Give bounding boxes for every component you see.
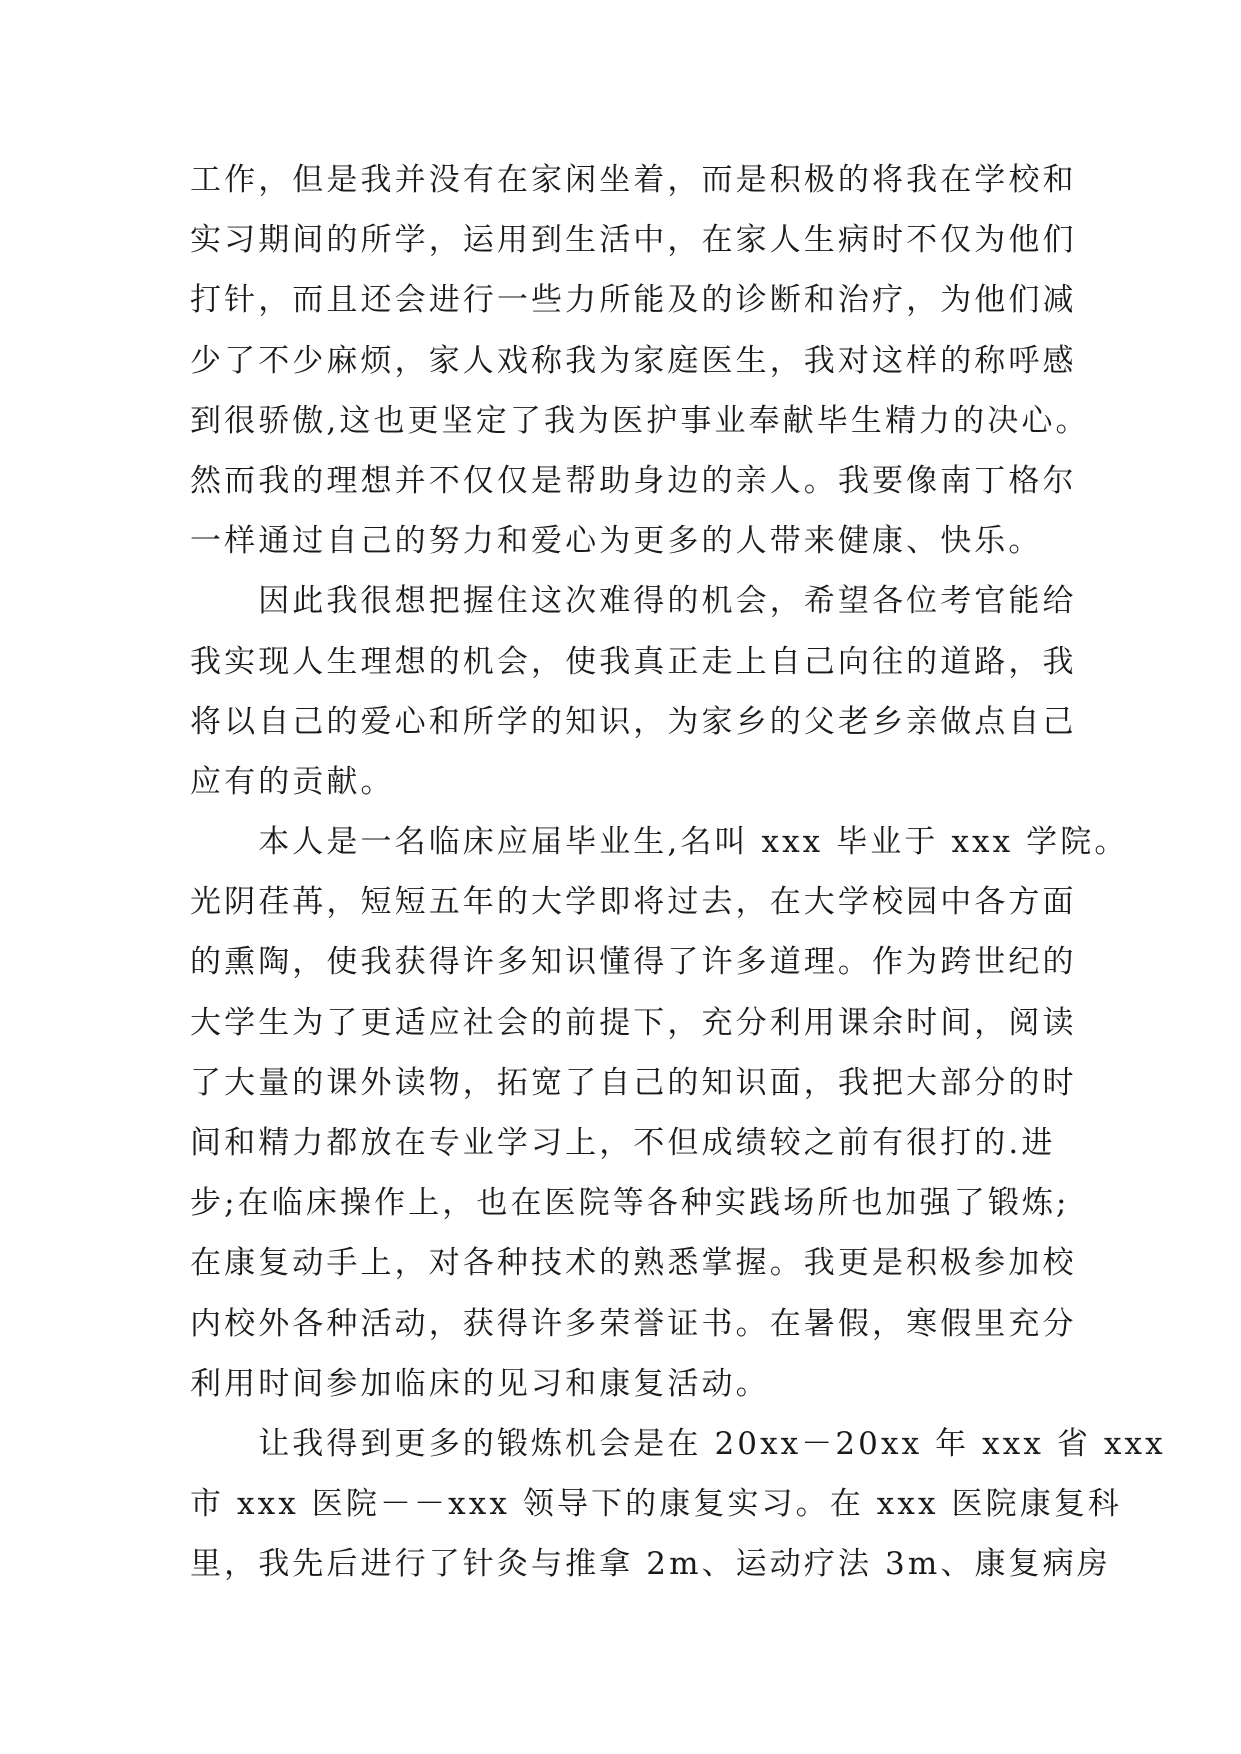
- text-line: 光阴荏苒，短短五年的大学即将过去，在大学校园中各方面: [190, 884, 1077, 921]
- text-line: 应有的贡献。: [190, 763, 395, 800]
- text-line: 到很骄傲,这也更坚定了我为医护事业奉献毕生精力的决心。: [190, 402, 1090, 439]
- text-line: 的熏陶，使我获得许多知识懂得了许多道理。作为跨世纪的: [190, 944, 1077, 981]
- text-line: 本人是一名临床应届毕业生,名叫 xxx 毕业于 xxx 学院。: [190, 824, 1129, 861]
- text-line: 实习期间的所学，运用到生活中，在家人生病时不仅为他们: [190, 222, 1077, 259]
- text-line: 因此我很想把握住这次难得的机会，希望各位考官能给: [190, 583, 1077, 620]
- text-line: 少了不少麻烦，家人戏称我为家庭医生，我对这样的称呼感: [190, 342, 1077, 379]
- text-line: 然而我的理想并不仅仅是帮助身边的亲人。我要像南丁格尔: [190, 462, 1077, 499]
- text-line: 让我得到更多的锻炼机会是在 20xx－20xx 年 xxx 省 xxx: [190, 1425, 1166, 1462]
- text-line: 我实现人生理想的机会，使我真正走上自己向往的道路，我: [190, 643, 1077, 680]
- text-line: 利用时间参加临床的见习和康复活动。: [190, 1365, 770, 1402]
- text-line: 内校外各种活动，获得许多荣誉证书。在暑假，寒假里充分: [190, 1305, 1077, 1342]
- text-line: 在康复动手上，对各种技术的熟悉掌握。我更是积极参加校: [190, 1245, 1077, 1282]
- text-line: 打针，而且还会进行一些力所能及的诊断和治疗，为他们减: [190, 282, 1077, 319]
- text-line: 步;在临床操作上，也在医院等各种实践场所也加强了锻炼;: [190, 1185, 1070, 1222]
- text-line: 里，我先后进行了针灸与推拿 2m、运动疗法 3m、康复病房: [190, 1546, 1111, 1583]
- body-text: [190, 150, 1166, 1595]
- text-line: 了大量的课外读物，拓宽了自己的知识面，我把大部分的时: [190, 1064, 1077, 1101]
- text-line: 将以自己的爱心和所学的知识，为家乡的父老乡亲做点自己: [190, 703, 1077, 740]
- text-line: 一样通过自己的努力和爱心为更多的人带来健康、快乐。: [190, 523, 1043, 560]
- text-line: 大学生为了更适应社会的前提下，充分利用课余时间，阅读: [190, 1004, 1077, 1041]
- text-line: 工作，但是我并没有在家闲坐着，而是积极的将我在学校和: [190, 162, 1077, 198]
- text-line: 市 xxx 医院－－xxx 领导下的康复实习。在 xxx 医院康复科: [190, 1486, 1123, 1523]
- text-line: 间和精力都放在专业学习上，不但成绩较之前有很打的.进: [190, 1125, 1056, 1161]
